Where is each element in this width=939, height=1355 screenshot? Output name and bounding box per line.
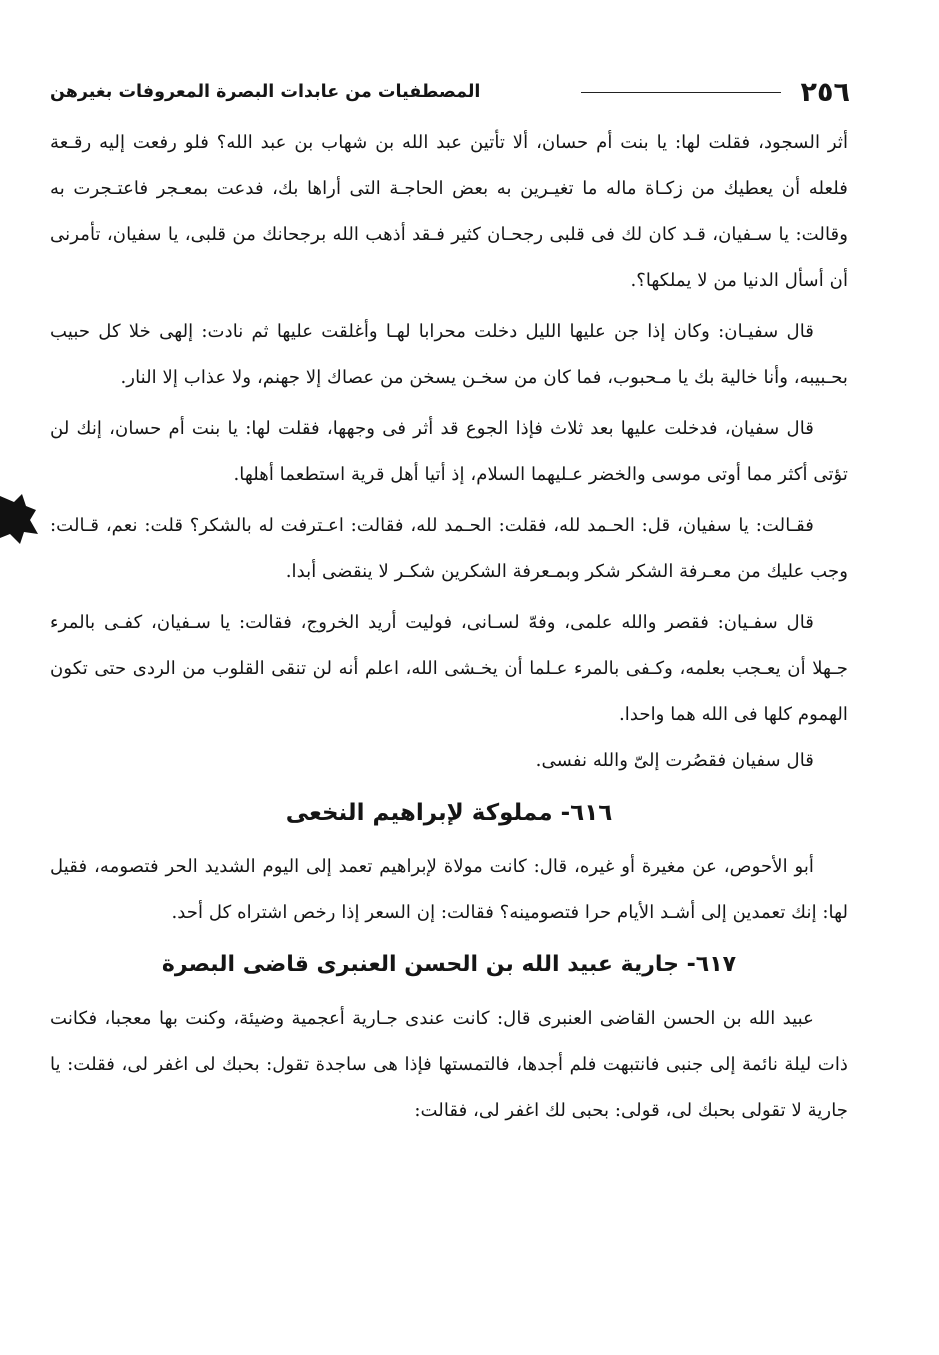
page-body <box>50 120 848 1139</box>
section-heading-616: ٦١٦- مملوكة لإبراهيم النخعى <box>285 800 613 826</box>
section-616-paragraph: أبو الأحوص، عن مغيرة أو غيره، قال: كانت مولاة لإبراهيم تعمد إلى اليوم الشديد الحر فتصومه، فقيل لها: إنك تعمدين إلى أشـد الأيام حرا فتصومينه؟ فقالت: إن السعر إذا رخص اشتراه كل أحد. <box>50 856 848 923</box>
paragraph: قال سفيان فقصُرت إلىّ والله نفسى. <box>535 750 814 771</box>
page-header <box>50 72 850 112</box>
paragraph: فقـالت: يا سفيان، قل: الحـمد لله، فقلت: الحـمد لله، فقالت: اعـترفت له بالشكر؟ قلت: نعم، قـالت: وجب عليك من معـرفة الشكر شكر وبمـعرفة الشكرين شكـر لا ينقضى أبدا. <box>50 515 848 582</box>
section-heading-617: ٦١٧- جارية عبيد الله بن الحسن العنبرى قاضى البصرة <box>161 952 737 977</box>
header-rule <box>581 92 781 93</box>
paragraph: قال سفيـان: وكان إذا جن عليها الليل دخلت محرابا لهـا وأغلقت عليها ثم نادت: إلهى خلا كل حبيب بحـبيبه، وأنا خالية بك يا مـحبوب، فما كان من سخـن يسخن من عصاك إلا جهنم، ولا عذاب إلا النار. <box>50 321 848 388</box>
running-title: المصطفيات من عابدات البصرة المعروفات بغيرهن <box>50 82 481 102</box>
paragraph: قال سفيان، فدخلت عليها بعد ثلاث فإذا الجوع قد أثر فى وجهها، فقلت لها: يا بنت أم حسان، إنك لن تؤتى أكثر مما أوتى موسى والخضر عـليهما السلام، إذ أتيا أهل قرية استطعما أهلها. <box>50 418 848 485</box>
paragraph: قال سفـيان: فقصر والله علمى، وفهّ لسـانى، فوليت أريد الخروج، فقالت: يا سـفيان، كفـى بالمرء جـهلا أن يعـجب بعلمه، وكـفى بالمرء عـلما أن يخـشى الله، اعلم أنه لن تنقى القلوب من الردى حتى تكون الهموم كلها فى الله هما واحدا. <box>50 612 848 725</box>
page-number: ٢٥٦ <box>800 76 850 108</box>
section-617-paragraph: عبيد الله بن الحسن القاضى العنبرى قال: كانت عندى جـارية أعجمية وضيئة، وكنت بها معجبا، فكانت ذات ليلة نائمة إلى جنبى فانتبهت فلم أجدها، فالتمستها فإذا هى ساجدة تقول: بحبك لى اغفر لى، فقلت: يا جارية لا تقولى بحبك لى، قولى: بحبى لك اغفر لى، فقالت: <box>50 1008 848 1121</box>
paragraph-continuation: أثر السجود، فقلت لها: يا بنت أم حسان، ألا تأتين عبد الله بن شهاب بن عبد الله؟ فلو رفعت إليه رقـعة فلعله أن يعطيك من زكـاة ماله ما تغيـرين به بعض الحاجـة التى أراها بك، فدعت بمعـجر فاعتـجرت به وقالت: يا سـفيان، قـد كان لك فى قلبى رجحـان كثير فـقد أذهب الله برجحانك من قلبى، يا سفيان، تأمرنى أن أسأل الدنيا من لا يملكها؟. <box>50 132 848 291</box>
scan-margin-blot-icon <box>0 490 38 544</box>
